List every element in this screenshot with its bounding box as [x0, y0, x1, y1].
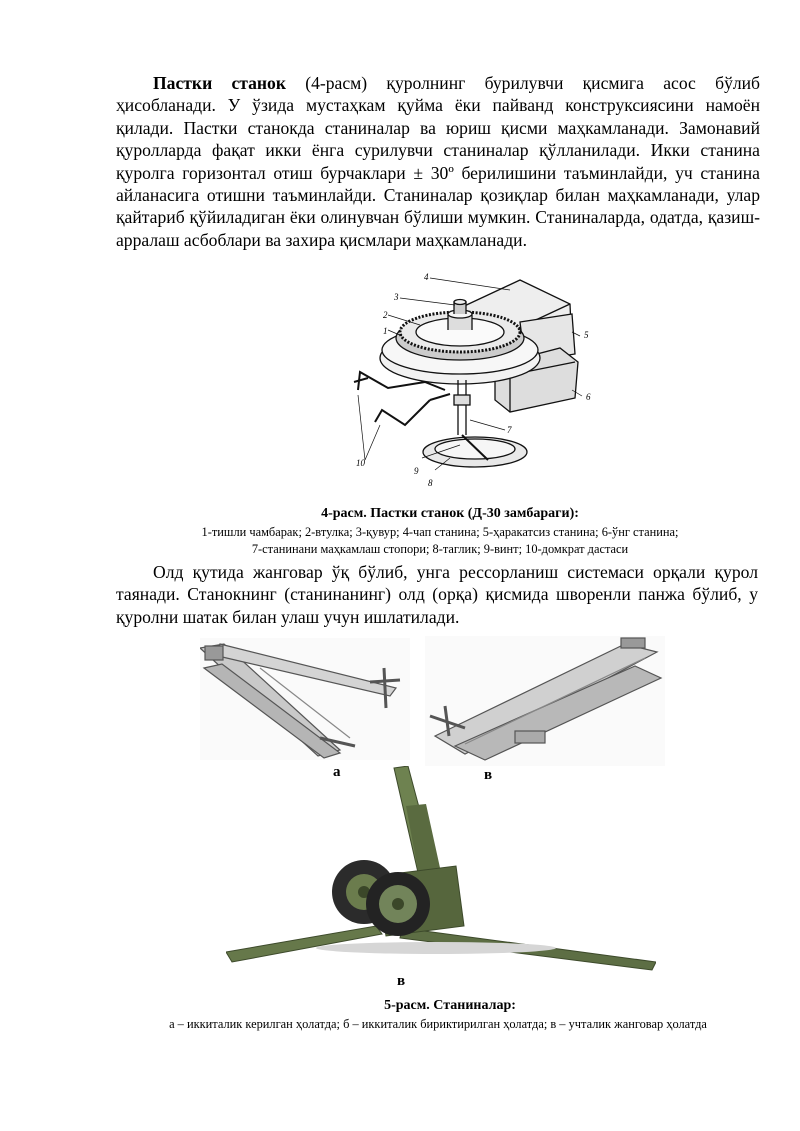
figure-5b-trails-joined	[425, 636, 665, 766]
callout-10: 10	[356, 458, 365, 468]
callout-3: 3	[394, 292, 399, 302]
figure-5-caption-title: 5-расм. Станиналар:	[384, 998, 516, 1013]
paragraph-lower-carriage	[116, 72, 760, 251]
callout-1: 1	[383, 326, 388, 336]
callout-5: 5	[584, 330, 589, 340]
figure-4-legend-line-2: 7-станинани маҳкамлаш стопори; 8-таглик; 9-винт; 10-домкрат дастаси	[251, 542, 629, 556]
term-lower-carriage: Пастки станок	[153, 73, 286, 93]
figure-4-legend-line-1: 1-тишли чамбарак; 2-втулка; 3-қувур; 4-чап станина; 5-ҳаракатсиз станина; 6-ўнг станина;	[201, 525, 679, 539]
figure-5a-trails-spread	[200, 638, 410, 760]
callout-8: 8	[428, 478, 433, 488]
figure-5c-label: в	[397, 973, 406, 989]
figure-5a-label: а	[333, 764, 341, 780]
callout-7: 7	[507, 425, 512, 435]
callout-6: 6	[586, 392, 591, 402]
figure-5c-three-trails-combat	[226, 766, 656, 972]
figure-4-caption-title: 4-расм. Пастки станок (Д-30 замбараги):	[321, 506, 579, 521]
callout-9: 9	[414, 466, 419, 476]
figure-4-lower-carriage-drawing	[310, 270, 610, 500]
paragraph-lower-carriage-text: (4-расм) қуролнинг бурилувчи қисмига асос бўлиб ҳисобланади. У ўзида мустаҳкам қуйма ёки пайванд конструксиясини намоён қилади. Пастки станокда станиналар ва юриш қисми маҳкамланади. Замонавий қуролларда фақат икки ёнга сурилувчи станиналар қўлланилади. Икки станина қуролга горизонтал отиш бурчаклари ± 30º берилишини таъминлайди, уч станина айланасига отишни таъминлайди. Станиналар қозиқлар билан маҳкамланади, улар қайтариб қўйиладиган ёки олинувчан бўлиши мумкин. Станиналарда, одатда, қазиш-арралаш асбоблари ва захира қисмлари маҳкамланади.	[116, 73, 761, 250]
paragraph-front-box: Олд қутида жанговар ўқ бўлиб, унга рессорланиш системаси орқали қурол таянади. Станокнинг (станинанинг) олд (орқа) қисмида шворенли панжа бўлиб, у қуролни шатак билан улаш учун ишлатилади.	[116, 562, 758, 627]
callout-2: 2	[383, 310, 388, 320]
figure-5-legend: а – иккиталик керилган ҳолатда; б – иккиталик бириктирилган ҳолатда; в – учталик жанговар ҳолатда	[169, 1017, 707, 1031]
figure-5b-label: в	[484, 767, 493, 783]
callout-4: 4	[424, 272, 429, 282]
